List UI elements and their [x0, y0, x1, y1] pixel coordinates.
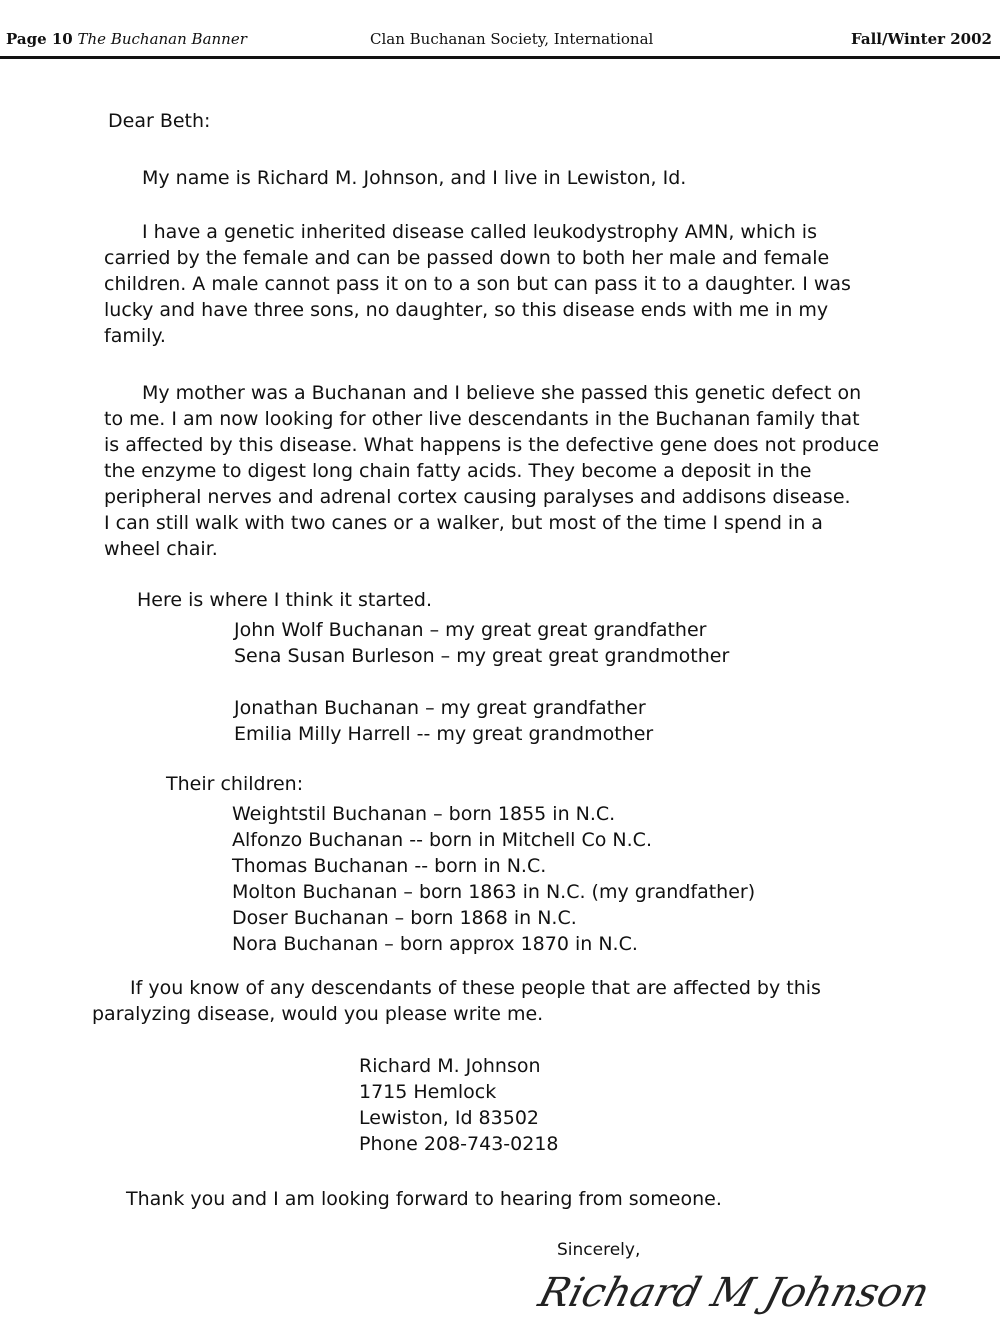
- thanks-line: Thank you and I am looking forward to hearing from someone.: [126, 1188, 722, 1210]
- address-block: Richard M. Johnson 1715 Hemlock Lewiston, Id 83502 Phone 208-743-0218: [359, 1055, 559, 1155]
- header-rule: [0, 56, 1000, 59]
- header-org: Clan Buchanan Society, International: [370, 30, 654, 48]
- header-page: [6, 30, 247, 48]
- paragraph-intro: My name is Richard M. Johnson, and I live in Lewiston, Id.: [142, 167, 687, 189]
- greeting: Dear Beth:: [108, 110, 211, 132]
- paragraph-request: If you know of any descendants of these people that are affected by this paralyzing disease, would you please write me.: [92, 977, 821, 1025]
- signature: Richard M Johnson: [533, 1270, 935, 1316]
- publication-title: The Buchanan Banner: [77, 30, 247, 48]
- page-number: Page 10: [6, 30, 73, 48]
- children-label: Their children:: [166, 773, 304, 795]
- children-list: Weightstil Buchanan – born 1855 in N.C. Alfonzo Buchanan -- born in Mitchell Co N.C. Thomas Buchanan -- born in N.C. Molton Buchanan – born 1863 in N.C. (my grandfather) Doser Buchanan – born 1868 in N.C. Nora Buchanan – born approx 1870 in N.C.: [232, 803, 756, 955]
- paragraph-mother: My mother was a Buchanan and I believe she passed this genetic defect on to me. I am now looking for other live descendants in the Buchanan family that is affected by this disease. What happens is the defective gene does not produce the enzyme to digest long chain fatty acids. They become a deposit in the peripheral nerves and adrenal cortex causing paralyses and addisons disease. I can still walk with two canes or a walker, but most of the time I spend in a wheel chair.: [104, 382, 880, 560]
- closing: Sincerely,: [557, 1240, 641, 1260]
- paragraph-disease: I have a genetic inherited disease called leukodystrophy AMN, which is carried by the female and can be passed down to both her male and female children. A male cannot pass it on to a son but can pass it to a daughter. I was lucky and have three sons, no daughter, so this disease ends with me in my family.: [104, 221, 851, 347]
- ancestors-list: John Wolf Buchanan – my great great grandfather Sena Susan Burleson – my great great grandmother Jonathan Buchanan – my great grandfather Emilia Milly Harrell -- my great grandmother: [234, 619, 730, 745]
- header-issue: Fall/Winter 2002: [851, 30, 992, 48]
- started-line: Here is where I think it started.: [137, 589, 433, 611]
